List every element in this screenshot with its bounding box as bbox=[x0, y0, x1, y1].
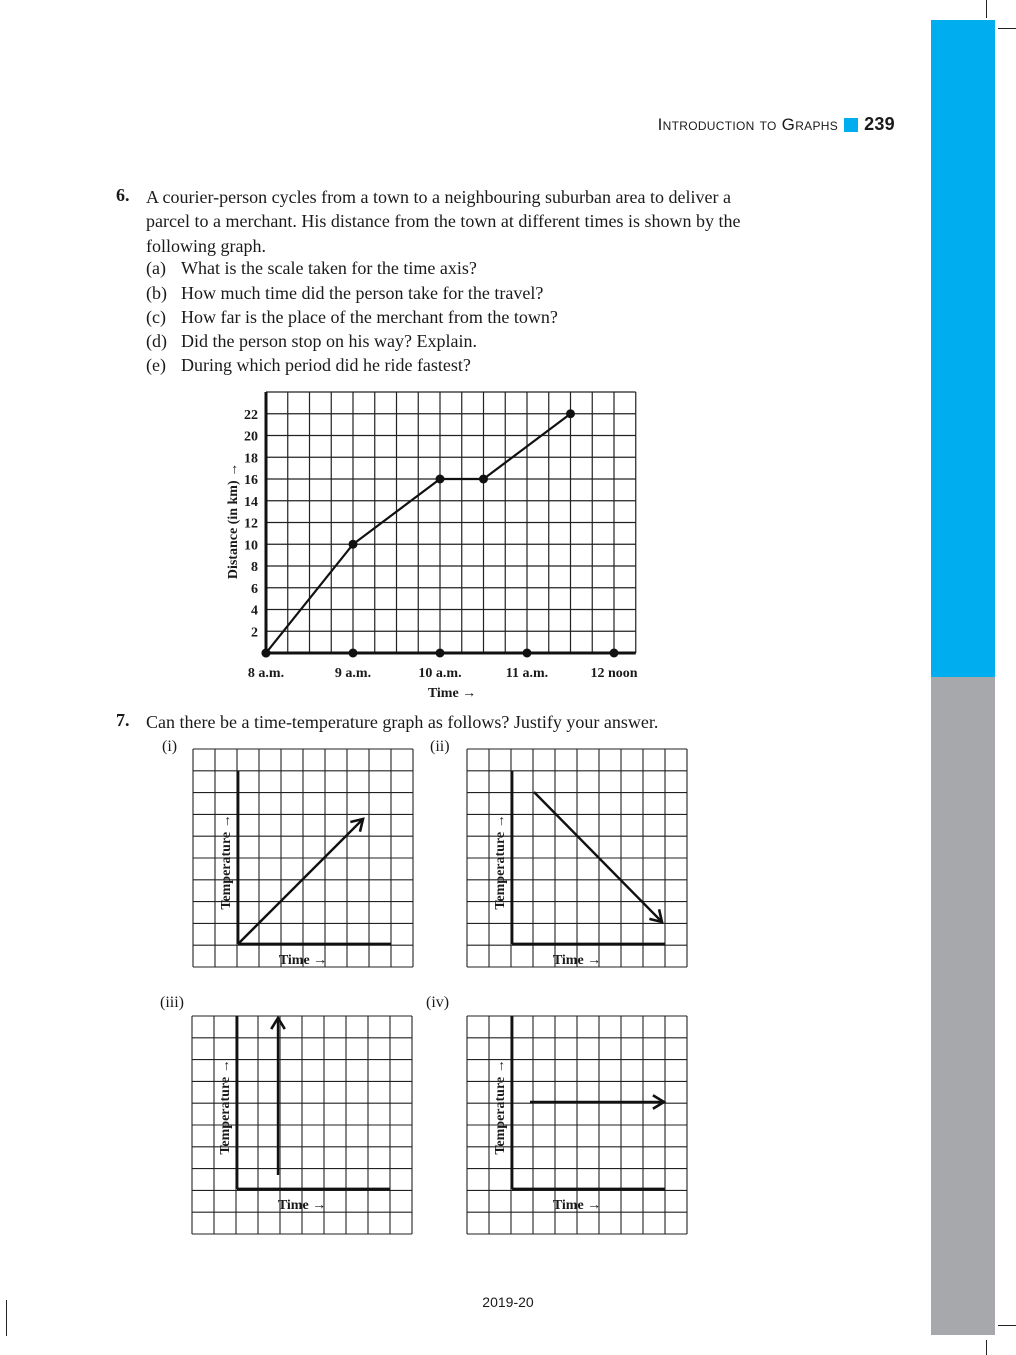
x-tick-label: 10 a.m. bbox=[418, 666, 462, 681]
x-tick-label: 12 noon bbox=[590, 666, 638, 681]
time-axis-label: Time → bbox=[552, 1198, 602, 1213]
question-7-number: 7. bbox=[116, 710, 130, 730]
part-label: (e) bbox=[146, 355, 166, 375]
graph-iii-label: (iii) bbox=[160, 994, 184, 1011]
part-label: (b) bbox=[146, 283, 167, 303]
temperature-graph-1 bbox=[193, 749, 413, 968]
y-axis-label: Distance (in km) → bbox=[226, 462, 241, 580]
part-text: During which period did he ride fastest? bbox=[181, 355, 471, 375]
question-6-line: parcel to a merchant. His distance from the town at different times is shown by the bbox=[146, 211, 741, 232]
x-tick-label: 9 a.m. bbox=[334, 666, 372, 681]
book-title: Introduction to Graphs bbox=[657, 114, 839, 134]
x-tick-label: 11 a.m. bbox=[505, 666, 549, 681]
temperature-graph-3 bbox=[192, 1016, 412, 1234]
temperature-axis-label: Temperature → bbox=[493, 1059, 508, 1155]
part-label: (d) bbox=[146, 331, 167, 351]
question-6-line: A courier-person cycles from a town to a neighbouring suburban area to deliver a bbox=[146, 187, 731, 207]
part-label: (c) bbox=[146, 307, 166, 327]
x-axis-label: Time → bbox=[427, 686, 477, 701]
footer-year: 2019-20 bbox=[482, 1294, 534, 1310]
question-6-line: following graph. bbox=[146, 235, 266, 256]
question-6-number: 6. bbox=[116, 185, 130, 205]
part-text: How far is the place of the merchant from the town? bbox=[181, 307, 558, 327]
time-axis-label: Time → bbox=[278, 953, 328, 968]
trend-line bbox=[238, 819, 363, 944]
x-tick-label: 8 a.m. bbox=[247, 666, 285, 681]
part-text: What is the scale taken for the time axis? bbox=[181, 258, 477, 278]
temperature-graph-4 bbox=[467, 1016, 687, 1234]
y-tick-label: 10 bbox=[244, 538, 258, 554]
crop-mark bbox=[986, 1340, 987, 1355]
y-tick-label: 20 bbox=[244, 429, 258, 445]
y-tick-label: 22 bbox=[244, 407, 258, 423]
graph-i-label: (i) bbox=[162, 738, 178, 755]
page-number: 239 bbox=[864, 114, 895, 134]
temperature-graph-2 bbox=[467, 749, 687, 968]
y-tick-label: 16 bbox=[244, 473, 258, 488]
part-text: Did the person stop on his way? Explain. bbox=[181, 331, 477, 351]
y-tick-label: 18 bbox=[244, 451, 258, 467]
part-text: How much time did the person take for the travel? bbox=[181, 283, 544, 303]
temperature-axis-label: Temperature → bbox=[218, 1059, 233, 1155]
y-tick-label: 6 bbox=[251, 581, 258, 597]
y-tick-label: 2 bbox=[251, 625, 258, 641]
temperature-axis-label: Temperature → bbox=[493, 814, 508, 910]
time-axis-label: Time → bbox=[277, 1198, 327, 1213]
part-label: (a) bbox=[146, 258, 166, 278]
y-tick-label: 14 bbox=[244, 494, 258, 510]
question-7-text: Can there be a time-temperature graph as follows? Justify your answer. bbox=[146, 712, 659, 732]
graph-iv-label: (iv) bbox=[426, 994, 450, 1011]
y-tick-label: 8 bbox=[251, 560, 258, 575]
graph-ii-label: (ii) bbox=[430, 738, 450, 755]
y-tick-label: 12 bbox=[244, 516, 258, 532]
time-axis-label: Time → bbox=[552, 953, 602, 968]
crop-mark bbox=[998, 1325, 1016, 1326]
y-tick-label: 4 bbox=[251, 603, 258, 619]
temperature-axis-label: Temperature → bbox=[219, 814, 234, 910]
